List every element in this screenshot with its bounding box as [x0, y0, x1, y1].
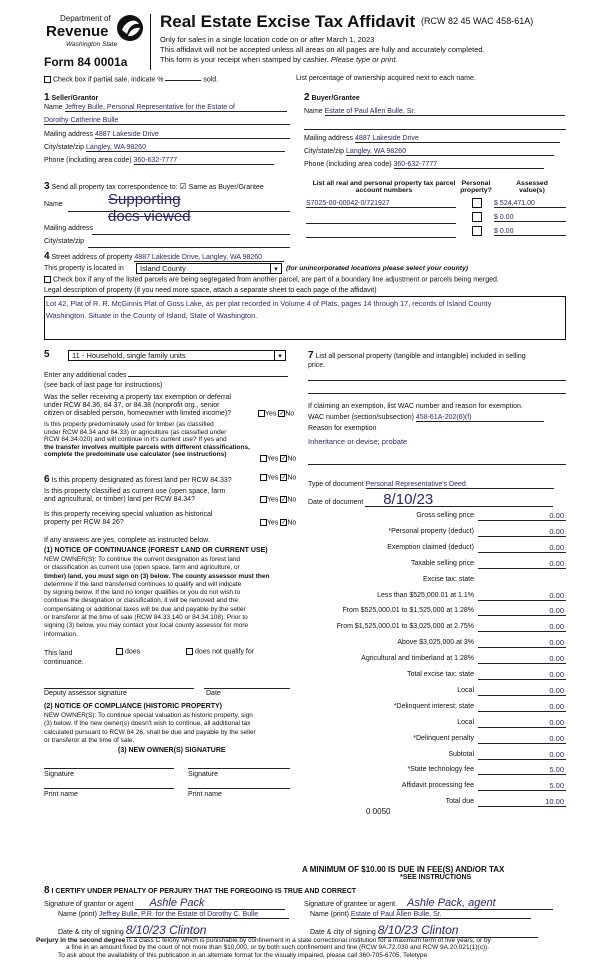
tax-row-label: Less than $525,000.01 at 1.1% [377, 591, 474, 599]
yes-label: Yes [267, 455, 279, 463]
tax-row-value[interactable]: 0.00 [478, 527, 566, 537]
revenue-logo [38, 14, 146, 58]
does-option [116, 648, 140, 655]
tax-row-value[interactable]: 0.00 [478, 559, 566, 569]
header-line1: Only for sales in a single location code on or after March 1, 2023 [160, 35, 375, 44]
notice2-line: (3) below. If the new owner(s) doesn't wish to continue, all additional tax [44, 720, 251, 728]
section8-number: 8 [44, 885, 50, 896]
grantor-name-label: Name (print) [58, 911, 97, 918]
availability-line1: To ask about the availability of this publication in an alternate format for the visually impaired, please call 360-705-6705. Teletype [58, 952, 428, 959]
tax-row-label: Exemption claimed (deduct) [387, 543, 474, 551]
notice1-line: timber) land, you must sign on (3) below. The county assessor must then [44, 572, 270, 580]
supporting-text: Supporting [108, 191, 181, 208]
tax-row-label: *Delinquent interest: state [393, 702, 474, 710]
county-select-value: Island County [140, 264, 186, 273]
seller-phone-label: Phone (including area code) [44, 157, 132, 164]
partial-sale-checkbox[interactable] [44, 76, 51, 83]
segregation-checkbox[interactable] [44, 276, 51, 283]
correspondence-name-line [68, 211, 290, 212]
grantor-date-row [58, 923, 256, 938]
no-label: No [287, 474, 297, 482]
current-use-question [44, 488, 225, 504]
historic-yes-checkbox[interactable] [260, 519, 267, 526]
grantor-signature[interactable]: Ashle Pack [135, 897, 285, 910]
form-rcw: (RCW 82 45 WAC 458-61A) [421, 16, 534, 26]
tax-row-value[interactable]: 0.00 [478, 750, 566, 760]
personal-property-line1: List all personal property (tangible and intangible) included in selling [315, 353, 526, 360]
tax-row-label: Affidavit processing fee [401, 782, 474, 790]
chevron-down-icon: ▾ [270, 264, 281, 273]
seller-address-label: Mailing address [44, 131, 94, 138]
personal-checkbox-1[interactable] [472, 198, 482, 208]
tax-row-value[interactable]: 0.00 [478, 702, 566, 712]
additional-codes-input[interactable] [128, 376, 288, 377]
form-number: Form 84 0001a [44, 55, 128, 69]
current-use-no-checkbox[interactable]: ✓ [281, 497, 287, 503]
tax-row [310, 750, 566, 762]
tax-row [310, 591, 566, 603]
grantor-signature-row [44, 897, 285, 910]
assessed-input-1[interactable]: $ 524,471.00 [494, 200, 566, 208]
tax-row [310, 765, 566, 777]
seller-address-row [44, 131, 290, 139]
no-label: No [287, 455, 297, 463]
buyer-address-label: Mailing address [304, 135, 354, 142]
wac-input[interactable]: 458-61A-202(6)(f) [416, 414, 544, 422]
tax-row [310, 575, 566, 587]
correspondence-address-line [92, 234, 290, 235]
does-checkbox[interactable] [116, 648, 123, 655]
grantee-sig-label: Signature of grantee or agent [304, 901, 396, 908]
notice1-line: or classification as current use (open space, farm and agriculture, or [44, 564, 240, 572]
if-yes-note: If any answers are yes, complete as instructed below. [44, 537, 210, 544]
tax-row-value[interactable]: 0.00 [478, 670, 566, 680]
buyer-phone-input[interactable]: 360-632-7777 [394, 161, 544, 169]
tax-row-label: Local [457, 686, 474, 694]
agency-label: Revenue [46, 23, 109, 40]
correspondence-city-line [88, 247, 290, 248]
wac-label: WAC number (section/subsection) [308, 414, 414, 421]
header-line3 [160, 55, 398, 64]
grantee-date-row [310, 923, 538, 938]
timber-question [44, 421, 250, 459]
notice1-line: determine if the land transferred continues to qualify and will indicate [44, 580, 242, 588]
use-code-value: 11 - Household, single family units [72, 351, 186, 360]
section4-number: 4 [44, 251, 50, 262]
section2-number: 2 [304, 92, 310, 103]
doc-date-input[interactable]: 8/10/23 [365, 493, 553, 507]
same-as-buyer-label: Same as Buyer/Grantee [188, 184, 264, 191]
section1-number: 1 [44, 92, 50, 103]
additional-codes-label: Enter any additional codes [44, 372, 127, 379]
tax-row-value[interactable]: 0.00 [478, 734, 566, 744]
county-note: (for unincorporated locations please select your county) [286, 265, 469, 272]
notice1-line: compensating or additional taxes will be due and payable by the seller [44, 605, 246, 613]
tax-row-value[interactable]: 0.00 [478, 606, 566, 616]
tax-row-label: *Delinquent penalty [413, 734, 474, 742]
buyer-name-label: Name [304, 108, 323, 115]
state-label: Washington State [66, 41, 118, 48]
notice1-line: or transferor at the time of sale (RCW 84.33.140 or 84.34.108). Prior to [44, 614, 248, 622]
correspondence-address-label: Mailing address [44, 225, 94, 232]
historic-yes-no [260, 519, 296, 526]
deputy-date-line [204, 688, 290, 689]
print-name-line-2 [188, 788, 290, 789]
tax-row [310, 718, 566, 730]
owner-signature-line-2 [188, 768, 290, 769]
grantor-date-input[interactable]: 8/10/23 Clinton [126, 923, 256, 938]
exemption-yes-no [258, 410, 294, 417]
grantor-sig-label: Signature of grantor or agent [44, 901, 134, 908]
seller-name-row [44, 104, 287, 112]
tax-row [310, 734, 566, 746]
perjury-bold: Perjury in the second degree [36, 937, 126, 944]
current-use-line1: Is this property classified as current use (open space, farm [44, 488, 226, 495]
buyer-name-line2 [304, 129, 566, 130]
tax-row [310, 797, 566, 809]
notice1-line: continue the designation or classification, it will be removed and the [44, 597, 239, 605]
exemption-q-line3: citizen or disabled person, homeowner with limited income)? [44, 410, 232, 417]
personal-checkbox-2[interactable] [472, 212, 482, 222]
certify-label: I CERTIFY UNDER PENALTY OF PERJURY THAT THE FOREGOING IS TRUE AND CORRECT [51, 888, 357, 895]
buyer-heading [304, 92, 360, 103]
historic-line1: Is this property receiving special valuation as historical [44, 511, 213, 518]
notice1-title: (1) NOTICE OF CONTINUANCE (FOREST LAND OR CURRENT USE) [44, 547, 268, 554]
print-name-label-2: Print name [188, 791, 222, 798]
doc-type-label: Type of document [308, 481, 364, 488]
does-label: does [124, 648, 141, 656]
minimum-note: A MINIMUM OF $10.00 IS DUE IN FEE(S) AND/OR TAX [302, 865, 505, 874]
doc-date-row [308, 493, 553, 507]
legal-line2: Washington. Situate in the County of Island, State of Washington. [46, 311, 258, 320]
tax-row-value[interactable]: 5.00 [478, 781, 566, 791]
docs-viewed-text: docs viewed [108, 208, 191, 225]
tax-row [310, 670, 566, 682]
signature-label-1: Signature [44, 771, 74, 778]
tax-row-value[interactable]: 0.00 [478, 511, 566, 521]
reason-label: Reason for exemption [308, 425, 377, 432]
continuance-label: continuance. [44, 659, 84, 666]
signature-label-2: Signature [188, 771, 218, 778]
buyer-phone-row [304, 161, 544, 169]
seller-phone-row [44, 157, 274, 165]
tax-row [310, 559, 566, 571]
seller-address-input[interactable]: 4887 Lakeside Drive [95, 131, 290, 139]
buyer-city-input[interactable]: Langley, WA 98260 [346, 148, 554, 156]
exemption-q-line1: Was the seller receiving a property tax exemption or deferral [44, 394, 231, 401]
additional-codes-row [44, 372, 288, 379]
perjury-line2: a fine in an amount fixed by the court of not more than $10,000, or by both such confinement and fine (RCW 9A.72.030 and RCW 9A.20.021(1)(c)). [66, 944, 490, 952]
exemption-claim-label: If claiming an exemption, list WAC number and reason for exemption. [308, 403, 523, 410]
see-back-note: (see back of last page for instructions) [44, 382, 163, 389]
buyer-city-row [304, 148, 554, 156]
seller-name-label: Name [44, 104, 63, 111]
buyer-address-input[interactable]: 4887 Lakeside Drive [355, 135, 560, 143]
grantor-date-label: Date & city of signing [58, 929, 124, 936]
segregation-label: Check box if any of the listed parcels are being segregated from another parcel, are part of a boundary line adjustment or parcels being merged. [52, 276, 499, 284]
timber-q-line2: under RCW 84.34 and 84.33) or agriculture (as classified under [44, 428, 227, 436]
parcel-input-2[interactable] [306, 214, 456, 224]
tax-row [310, 702, 566, 714]
tax-row-label: Local [457, 718, 474, 726]
timber-q-line1: Is this property predominately used for timber (as classified [44, 421, 214, 428]
dept-label: Department of [60, 14, 111, 23]
buyer-address-row [304, 135, 560, 143]
tax-row [310, 543, 566, 555]
county-select[interactable] [136, 263, 282, 274]
personal-property-line-a [308, 380, 566, 381]
section3-number: 3 [44, 181, 50, 192]
grantee-name-row [310, 911, 531, 919]
current-use-yes-no [260, 496, 296, 503]
notice1-line: signing (3) below, you may contact your local county assessor for more [44, 622, 249, 630]
historic-question [44, 511, 212, 527]
notice1-body [44, 556, 270, 639]
notice1-line: NEW OWNER(S): To continue the current designation as forest land [44, 556, 241, 563]
tax-row-label: *State technology fee [407, 766, 474, 774]
yes-label: Yes [267, 519, 279, 527]
header-line2: This affidavit will not be accepted unless all areas on all pages are fully and accurately completed. [160, 45, 485, 54]
buyer-city-label: City/state/zip [304, 148, 345, 155]
no-label: No [287, 496, 297, 504]
this-land-label: This land [44, 650, 73, 657]
same-as-buyer-checkbox[interactable]: ☑ [179, 182, 187, 191]
ownership-note: List percentage of ownership acquired next to each name. [296, 75, 476, 82]
tax-row [310, 622, 566, 634]
no-label: No [285, 410, 295, 418]
grantee-date-label: Date & city of signing [310, 929, 376, 936]
buyer-name-input[interactable]: Estate of Paul Allen Bulle, Sr. [325, 108, 565, 116]
timber-yes-checkbox[interactable] [260, 455, 267, 462]
owner-signature-line-1 [44, 768, 174, 769]
notice2-line: NEW OWNER(S): To continue special valuation as historic property, sign [44, 712, 253, 719]
receipt-note: This form is your receipt when stamped by cashier. [160, 55, 329, 64]
reason-input[interactable]: Inheritance or devise; probate [308, 437, 408, 446]
notice1-line: by signing below. If the land no longer qualifies or you do not wish to [44, 589, 241, 597]
notice2-line: or transferor at the time of sale. [44, 736, 135, 744]
grantor-name-input[interactable]: Jeffrey Bulle, P.R. for the Estate of Dorothy C. Bulle [99, 911, 289, 919]
does-not-label: does not qualify for [194, 648, 255, 656]
correspondence-city-label: City/state/zip [44, 238, 85, 245]
forest-yes-checkbox[interactable] [260, 474, 267, 481]
certify-row [44, 885, 356, 896]
tax-row-label: Taxable selling price [410, 559, 474, 567]
tax-row [310, 781, 566, 793]
timber-q-line3: RCW 84.34.020) and will continue in it's current use? If yes and [44, 436, 227, 444]
tax-row-value[interactable]: 0.00 [478, 622, 566, 632]
partial-sale-percent-input[interactable] [165, 80, 201, 81]
buyer-name-row [304, 108, 565, 116]
tax-row [310, 686, 566, 698]
exemption-question [44, 394, 231, 418]
parcel-input-3[interactable] [306, 228, 456, 238]
seller-name-input[interactable]: Jeffrey Bulle, Personal Representative for the Estate of [65, 104, 287, 112]
notice2-title: (2) NOTICE OF COMPLIANCE (HISTORIC PROPERTY) [44, 703, 222, 710]
sold-label: sold. [203, 76, 219, 84]
partial-sale-row [44, 76, 218, 83]
tax-row-value[interactable]: 0.00 [478, 638, 566, 648]
grantee-signature[interactable]: Ashle Pack, agent [397, 897, 553, 910]
exemption-yes-checkbox[interactable] [258, 410, 265, 417]
segregation-row [44, 276, 499, 283]
exemption-no-checkbox[interactable]: ✓ [279, 411, 285, 417]
historic-no-checkbox[interactable]: ✓ [281, 520, 287, 526]
section7-number: 7 [308, 350, 314, 361]
new-owner-signature-title: (3) NEW OWNER(S) SIGNATURE [118, 747, 226, 754]
doc-date-label: Date of document [308, 499, 364, 506]
grantee-signature-row [304, 897, 553, 910]
print-name-line-1 [44, 788, 174, 789]
correspondence-name-label: Name [44, 201, 63, 208]
current-use-line2: and agricultural, or timber) land per RCW 84.34? [44, 496, 195, 503]
reason-line [308, 464, 566, 465]
assessed-input-3[interactable]: $ 0.00 [494, 228, 566, 236]
grantee-date-input[interactable]: 8/10/23 Clinton [378, 923, 538, 938]
timber-q-line5: complete the predominate use calculator (see instructions) [44, 451, 227, 459]
personal-property-line-b [308, 393, 566, 394]
perjury-line1: is a class C felony which is punishable by confinement in a state correctional institution for a maximum term of five years, or by [127, 937, 491, 944]
does-not-checkbox[interactable] [186, 648, 193, 655]
availability-notice [58, 952, 427, 959]
current-use-yes-checkbox[interactable] [260, 496, 267, 503]
use-code-select[interactable] [68, 350, 286, 361]
forest-question [44, 474, 232, 485]
tax-row-label: *Personal property (deduct) [388, 527, 474, 535]
notice2-line: calculated pursuant to RCW 84 26, shall be due and payable by the seller [44, 728, 256, 736]
no-label: No [287, 519, 297, 527]
tax-row-label: Excise tax: state [423, 575, 474, 583]
personal-checkbox-3[interactable] [472, 226, 482, 236]
tax-row-value[interactable]: 0.00 [478, 543, 566, 553]
revenue-swirl-icon [116, 14, 144, 42]
tax-row [310, 511, 566, 523]
perjury-notice [36, 937, 491, 952]
see-instructions: *SEE INSTRUCTIONS [400, 874, 472, 881]
seller-city-row [44, 144, 285, 152]
grantee-name-label: Name (print) [310, 911, 349, 918]
partial-sale-label: Check box if partial sale, indicate % [52, 76, 164, 84]
assessed-input-2[interactable]: $ 0.00 [494, 214, 566, 222]
deputy-signature-label: Deputy assessor signature [44, 690, 127, 697]
tax-row [310, 654, 566, 666]
personal-property-row [308, 351, 526, 370]
seller-city-label: City/state/zip [44, 144, 85, 151]
tax-row [310, 606, 566, 618]
section6-number: 6 [44, 474, 50, 485]
deputy-date-label: Date [206, 690, 221, 697]
section5-number: 5 [44, 349, 50, 360]
tax-row-value[interactable]: 5.00 [478, 765, 566, 775]
local-rate: 0 0050 [366, 807, 391, 816]
historic-line2: property per RCW 84 26? [44, 519, 124, 526]
forest-no-checkbox[interactable]: ✓ [281, 475, 287, 481]
deputy-signature-line [44, 688, 194, 689]
buyer-heading-label: Buyer/Grantee [311, 95, 360, 102]
tax-row [310, 527, 566, 539]
tax-row-label: Gross selling price [416, 512, 474, 519]
seller-heading [44, 92, 98, 103]
parcel-col-header: List all real and personal property tax parcel account numbers [312, 180, 456, 194]
correspondence-label: Send all property tax correspondence to: [51, 184, 178, 191]
supporting-docs-note [62, 191, 290, 225]
header-divider [150, 14, 151, 70]
chevron-down-icon: ▾ [274, 351, 285, 360]
notice2-body [44, 712, 256, 745]
tax-row-value[interactable]: 10.00 [478, 797, 566, 807]
yes-label: Yes [267, 474, 279, 482]
timber-q-line4: the transfer involves multiple parcels with different classifications, [44, 443, 250, 451]
buyer-phone-label: Phone (including area code) [304, 161, 392, 168]
seller-phone-input[interactable]: 360-632-7777 [134, 157, 274, 165]
street-input[interactable]: 4887 Lakeside Drive, Langley, WA 98260 [134, 254, 284, 262]
yes-label: Yes [265, 410, 277, 418]
tax-row-label: Total due [445, 798, 474, 806]
wac-row [308, 414, 544, 422]
notice1-line: information. [44, 630, 78, 638]
legal-description-box[interactable] [44, 296, 566, 340]
tax-row-value[interactable]: 0.00 [478, 686, 566, 696]
tax-row-label: From $1,525,000.01 to $3,025,000 at 2.75% [336, 623, 474, 631]
tax-row-value[interactable]: 0.00 [478, 718, 566, 728]
assessed-col-header: Assessed value(s) [516, 180, 548, 194]
forest-yes-no [260, 474, 296, 481]
property-street-row [44, 251, 284, 262]
print-name-label-1: Print name [44, 791, 78, 798]
doc-type-input[interactable]: Personal Representative's Deed [366, 481, 554, 489]
timber-yes-no [260, 455, 296, 462]
seller-name-line2[interactable]: Dorothy Catherine Bulle [44, 117, 290, 125]
located-label: This property is located in [44, 265, 124, 272]
tax-row-label: Subtotal [448, 750, 474, 758]
tax-row-label: Total excise tax: state [407, 671, 474, 678]
type-or-print: Please type or print. [330, 55, 398, 64]
grantor-name-row [58, 911, 289, 919]
forest-q-text: Is this property designated as forest land per RCW 84.33? [51, 477, 232, 484]
tax-row-value[interactable]: 0.00 [478, 654, 566, 664]
yes-label: Yes [267, 496, 279, 504]
seller-city-input[interactable]: Langley, WA 98260 [86, 144, 285, 152]
personal-col-header: Personal property? [460, 180, 492, 194]
exemption-q-line2: under RCW 84.36, 84 37, or 84.38 (nonprofit org., senior [44, 402, 220, 409]
tax-row-label: From $525,000.01 to $1,525,000 at 1.28% [342, 607, 474, 615]
form-title: Real Estate Excise Tax Affidavit [160, 12, 416, 31]
parcel-input-1[interactable]: S7025-00-00042-0/721927 [306, 200, 456, 208]
tax-row-value[interactable]: 0.00 [478, 591, 566, 601]
tax-row-label: Agricultural and timberland at 1.28% [361, 655, 474, 663]
seller-heading-label: Seller/Grantor [51, 95, 99, 102]
tax-row-label: Above $3,025,000 at 3% [397, 639, 474, 647]
tax-row [310, 638, 566, 650]
grantee-name-input[interactable]: Estate of Paul Allen Bulle, Sr. [351, 911, 531, 919]
street-label: Street address of property [51, 254, 133, 261]
legal-line1: Lot 42, Plat of R. R. McGinnis Plat of Goss Lake, as per plat recorded in Volume 4 of Plats, pages 14 through 17, records of Island County [46, 299, 492, 308]
timber-no-checkbox[interactable]: ✓ [281, 456, 287, 462]
doc-type-row [308, 481, 554, 489]
does-not-option [186, 648, 254, 655]
personal-property-line2: price. [308, 362, 326, 369]
legal-label: Legal description of property (if you need more space, attach a separate sheet to each page of the affidavit) [44, 287, 377, 294]
